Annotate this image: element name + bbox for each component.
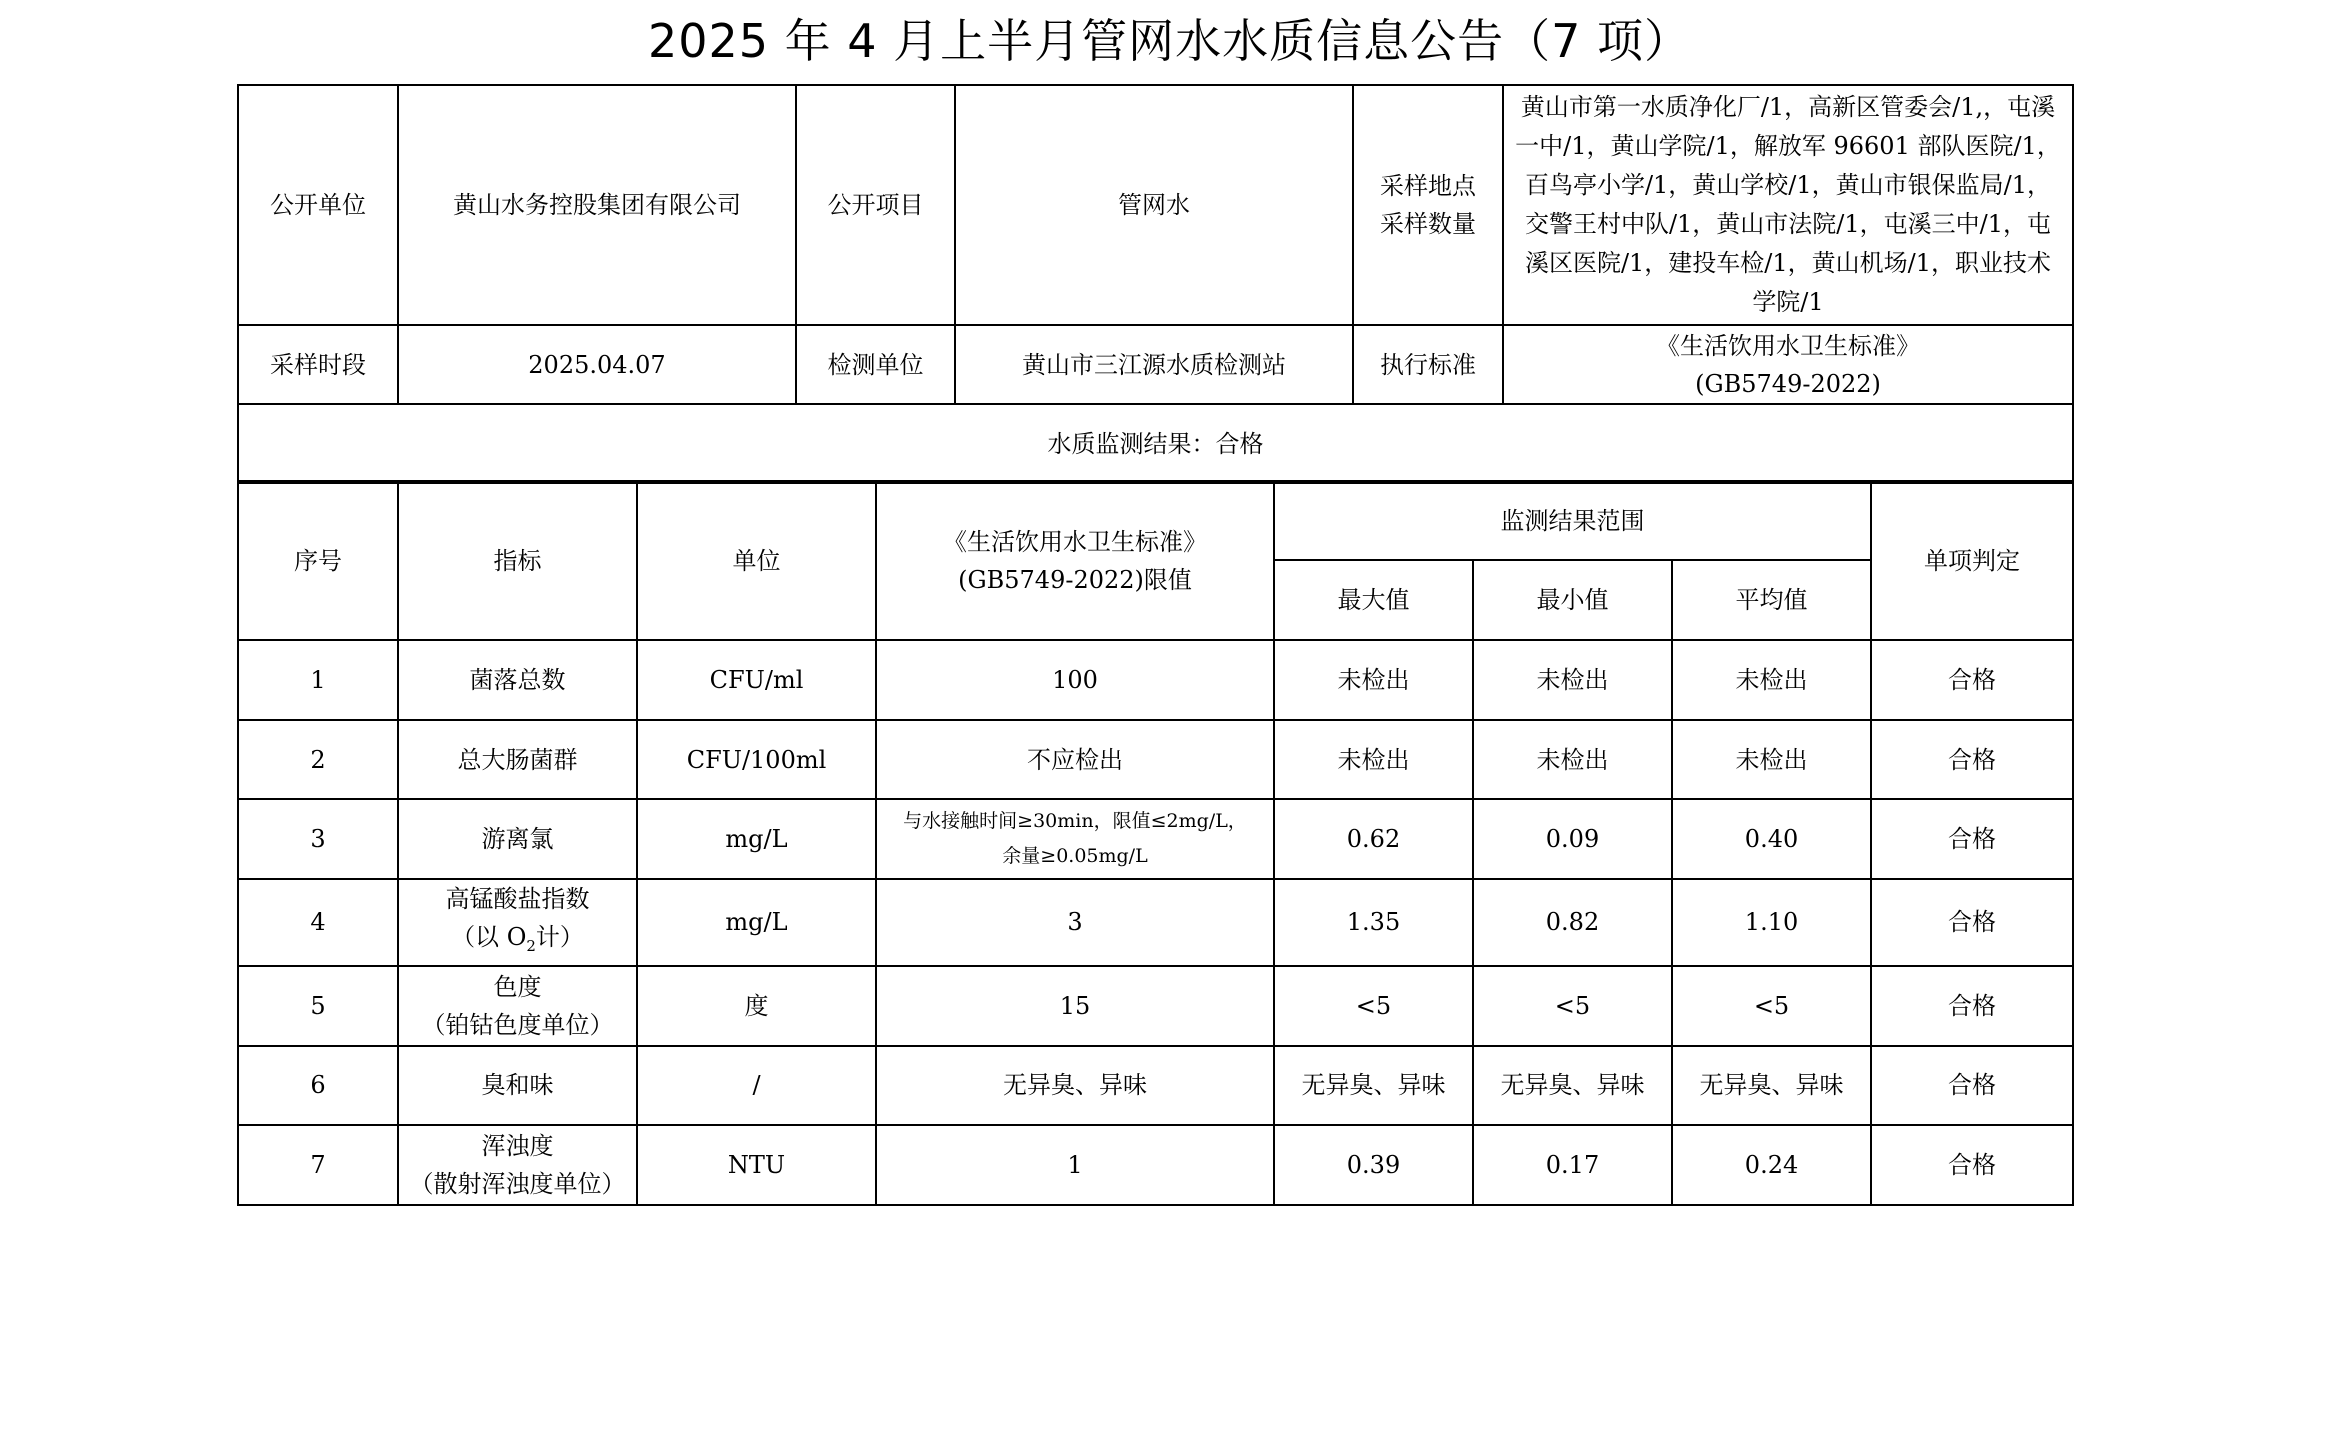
row-avg: 未检出 xyxy=(1672,640,1871,720)
table-row xyxy=(238,879,2073,966)
row-indicator-line-1: 浑浊度 xyxy=(481,1131,554,1160)
row-max: 0.39 xyxy=(1274,1125,1473,1205)
row-indicator: 臭和味 xyxy=(398,1046,637,1125)
row-no: 4 xyxy=(238,879,398,966)
header-no: 序号 xyxy=(238,481,398,640)
header-verdict: 单项判定 xyxy=(1871,481,2073,640)
table-row xyxy=(238,1125,2073,1205)
sites-label xyxy=(1353,85,1503,325)
sites-value: 黄山市第一水质净化厂/1，高新区管委会/1,，屯溪一中/1，黄山学院/1，解放军 96601 部队医院/1，百鸟亭小学/1，黄山学校/1，黄山市银保监局/1，交警王村中队/1，黄山市法院/1，屯溪三中/1，屯溪区医院/1，建投车检/1，黄山机场/1，职业技术学院/1 xyxy=(1503,85,2073,325)
row-min: 未检出 xyxy=(1473,720,1672,799)
row-no: 5 xyxy=(238,966,398,1046)
row-max: 未检出 xyxy=(1274,720,1473,799)
item-label: 公开项目 xyxy=(796,85,955,325)
row-no: 1 xyxy=(238,640,398,720)
row-verdict: 合格 xyxy=(1871,1046,2073,1125)
row-unit: mg/L xyxy=(637,879,876,966)
info-table xyxy=(237,84,2074,484)
row-min: 未检出 xyxy=(1473,640,1672,720)
header-limit-line-2: (GB5749-2022)限值 xyxy=(958,565,1192,594)
row-unit: CFU/100ml xyxy=(637,720,876,799)
page-title: 2025 年 4 月上半月管网水水质信息公告（7 项） xyxy=(647,14,1692,68)
row-verdict: 合格 xyxy=(1871,799,2073,879)
table-row xyxy=(238,966,2073,1046)
sites-label-line-1: 采样地点 xyxy=(1380,172,1476,200)
header-range: 监测结果范围 xyxy=(1274,481,1871,560)
row-unit: mg/L xyxy=(637,799,876,879)
row-avg: 1.10 xyxy=(1672,879,1871,966)
row-verdict: 合格 xyxy=(1871,879,2073,966)
row-no: 7 xyxy=(238,1125,398,1205)
period-label: 采样时段 xyxy=(238,325,398,404)
row-limit-line-1: 与水接触时间≥30min，限值≤2mg/L， xyxy=(903,810,1247,832)
row-max: <5 xyxy=(1274,966,1473,1046)
row-verdict: 合格 xyxy=(1871,966,2073,1046)
row-limit: 15 xyxy=(876,966,1274,1046)
row-limit xyxy=(876,799,1274,879)
row-indicator: 总大肠菌群 xyxy=(398,720,637,799)
publisher-label: 公开单位 xyxy=(238,85,398,325)
header-limit-line-1: 《生活饮用水卫生标准》 xyxy=(943,527,1207,556)
standard-value xyxy=(1503,325,2073,404)
info-row-period xyxy=(238,325,2073,404)
table-row xyxy=(238,640,2073,720)
row-min: 0.17 xyxy=(1473,1125,1672,1205)
row-verdict: 合格 xyxy=(1871,1125,2073,1205)
row-verdict: 合格 xyxy=(1871,640,2073,720)
info-row-publisher xyxy=(238,85,2073,325)
row-avg: 0.40 xyxy=(1672,799,1871,879)
header-min: 最小值 xyxy=(1473,560,1672,640)
header-avg: 平均值 xyxy=(1672,560,1871,640)
row-indicator-line-2: （铂钴色度单位） xyxy=(421,1010,614,1039)
row-indicator xyxy=(398,1125,637,1205)
row-limit: 不应检出 xyxy=(876,720,1274,799)
header-indicator: 指标 xyxy=(398,481,637,640)
row-indicator-line-1: 色度 xyxy=(493,972,542,1001)
sites-label-line-2: 采样数量 xyxy=(1380,210,1476,238)
result-summary: 水质监测结果：合格 xyxy=(238,404,2073,483)
row-indicator-line-2: （散射浑浊度单位） xyxy=(409,1169,626,1198)
table-row xyxy=(238,799,2073,879)
row-unit: / xyxy=(637,1046,876,1125)
standard-value-line-2: (GB5749-2022) xyxy=(1695,369,1881,398)
row-max: 0.62 xyxy=(1274,799,1473,879)
row-no: 6 xyxy=(238,1046,398,1125)
lab-value: 黄山市三江源水质检测站 xyxy=(955,325,1353,404)
row-unit: NTU xyxy=(637,1125,876,1205)
item-value: 管网水 xyxy=(955,85,1353,325)
row-min: 0.09 xyxy=(1473,799,1672,879)
row-verdict: 合格 xyxy=(1871,720,2073,799)
row-limit-line-2: 余量≥0.05mg/L xyxy=(1002,845,1148,867)
result-summary-row xyxy=(238,404,2073,483)
period-value: 2025.04.07 xyxy=(398,325,796,404)
row-max: 无异臭、异味 xyxy=(1274,1046,1473,1125)
row-indicator xyxy=(398,879,637,966)
row-avg: 无异臭、异味 xyxy=(1672,1046,1871,1125)
row-min: 0.82 xyxy=(1473,879,1672,966)
row-limit: 100 xyxy=(876,640,1274,720)
results-table xyxy=(237,480,2074,1206)
row-min: <5 xyxy=(1473,966,1672,1046)
row-limit: 3 xyxy=(876,879,1274,966)
row-max: 未检出 xyxy=(1274,640,1473,720)
row-limit: 无异臭、异味 xyxy=(876,1046,1274,1125)
row-no: 2 xyxy=(238,720,398,799)
row-indicator: 游离氯 xyxy=(398,799,637,879)
row-indicator: 菌落总数 xyxy=(398,640,637,720)
publisher-value: 黄山水务控股集团有限公司 xyxy=(398,85,796,325)
header-row-1 xyxy=(238,481,2073,560)
row-no: 3 xyxy=(238,799,398,879)
table-row xyxy=(238,720,2073,799)
header-max: 最大值 xyxy=(1274,560,1473,640)
lab-label: 检测单位 xyxy=(796,325,955,404)
standard-value-line-1: 《生活饮用水卫生标准》 xyxy=(1656,331,1920,360)
row-unit: 度 xyxy=(637,966,876,1046)
row-avg: 未检出 xyxy=(1672,720,1871,799)
standard-label: 执行标准 xyxy=(1353,325,1503,404)
row-indicator-line-2: （以 $O_2$计） xyxy=(451,923,584,955)
table-row xyxy=(238,1046,2073,1125)
row-avg: <5 xyxy=(1672,966,1871,1046)
row-indicator-line-1: 高锰酸盐指数 xyxy=(445,885,590,913)
row-avg: 0.24 xyxy=(1672,1125,1871,1205)
header-limit xyxy=(876,481,1274,640)
row-indicator xyxy=(398,966,637,1046)
row-unit: CFU/ml xyxy=(637,640,876,720)
row-max: 1.35 xyxy=(1274,879,1473,966)
row-limit: 1 xyxy=(876,1125,1274,1205)
row-min: 无异臭、异味 xyxy=(1473,1046,1672,1125)
header-unit: 单位 xyxy=(637,481,876,640)
